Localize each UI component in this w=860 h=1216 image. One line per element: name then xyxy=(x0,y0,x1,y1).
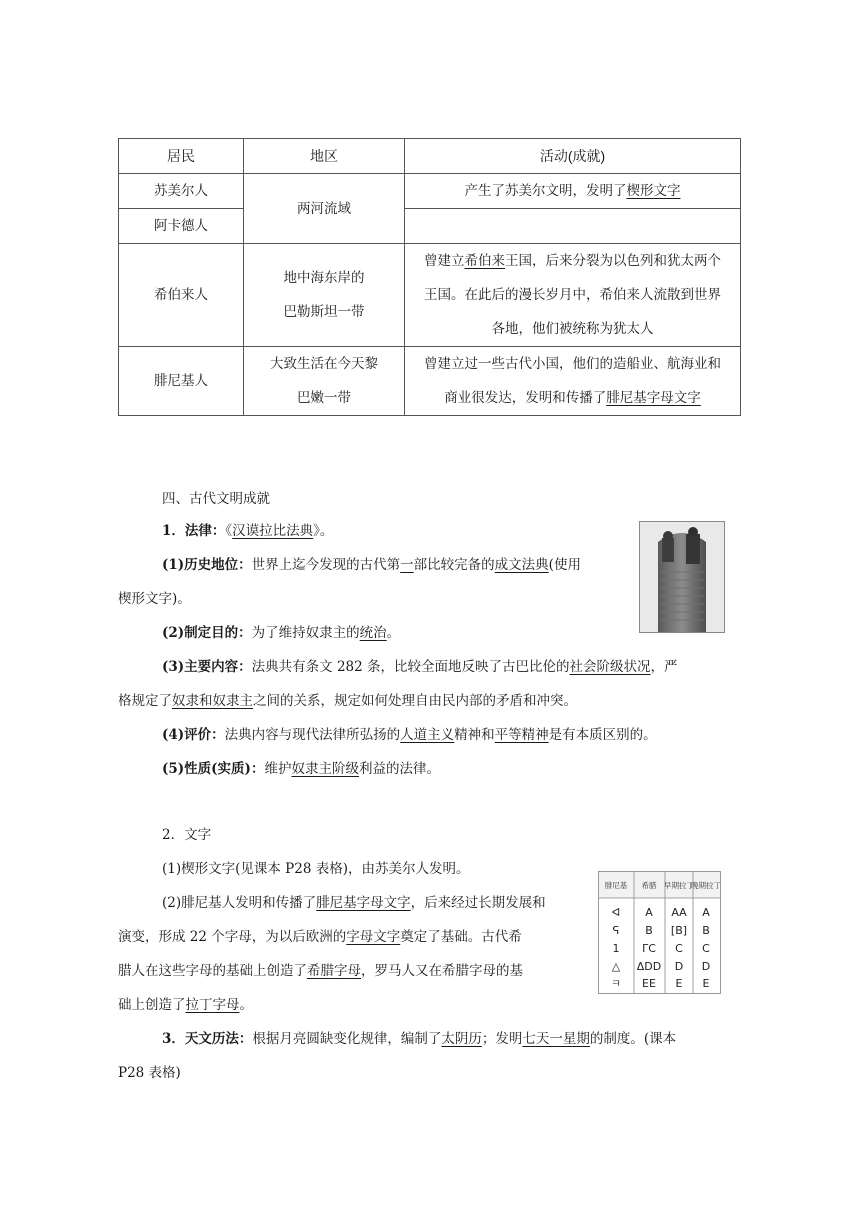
svg-text:B: B xyxy=(702,924,710,937)
svg-text:B: B xyxy=(645,924,653,937)
cell-region: 大致生活在今天黎 巴嫩一带 xyxy=(244,347,405,416)
cell-activity: 曾建立过一些古代小国，他们的造船业、航海业和 商业很发达，发明和传播了腓尼基字母文字 xyxy=(405,347,741,416)
svg-text:1: 1 xyxy=(612,942,620,955)
alpha-header: 早期拉丁 xyxy=(664,881,694,890)
civilizations-table xyxy=(118,138,741,416)
svg-text:E: E xyxy=(702,977,710,990)
cell-region: 两河流域 xyxy=(244,174,405,244)
svg-text:A: A xyxy=(645,906,653,919)
cell-activity: 曾建立希伯来王国，后来分裂为以色列和犹太两个 王国。在此后的漫长岁月中，希伯来人流散到世界 各地，他们被统称为犹太人 xyxy=(405,244,741,347)
hammurabi-stele-image xyxy=(639,521,725,633)
svg-text:△: △ xyxy=(611,960,621,973)
table-header-row xyxy=(119,139,741,174)
astronomy-cont: P28 表格) xyxy=(118,1065,181,1081)
alpha-header: 晚期拉丁 xyxy=(691,881,720,890)
writing-p2-line1: (2)腓尼基人发明和传播了腓尼基字母文字，后来经过长期发展和 xyxy=(162,895,546,911)
svg-text:ᐊ: ᐊ xyxy=(611,906,621,919)
svg-text:ΓC: ΓC xyxy=(642,942,656,955)
writing-p2-line3: 腊人在这些字母的基础上创造了希腊字母，罗马人又在希腊字母的基 xyxy=(118,963,523,979)
law-evaluation: (4)评价：法典内容与现代法律所弘扬的人道主义精神和平等精神是有本质区别的。 xyxy=(162,727,657,743)
table-row xyxy=(119,174,741,209)
alphabet-evolution-image xyxy=(598,871,721,994)
svg-text:E: E xyxy=(675,977,683,990)
writing-p1: (1)楔形文字(见课本 P28 表格)，由苏美尔人发明。 xyxy=(162,861,470,877)
table-row xyxy=(119,347,741,416)
svg-text:C: C xyxy=(702,942,710,955)
svg-text:D: D xyxy=(701,960,711,973)
writing-heading: 2．文字 xyxy=(162,827,212,843)
cell-people: 苏美尔人 xyxy=(119,174,244,209)
table-row xyxy=(119,244,741,347)
header-people: 居民 xyxy=(119,139,244,174)
cell-region: 地中海东岸的 巴勒斯坦一带 xyxy=(244,244,405,347)
svg-text:ㅋ: ㅋ xyxy=(610,977,622,990)
cell-people: 希伯来人 xyxy=(119,244,244,347)
svg-text:ΔDD: ΔDD xyxy=(636,960,662,973)
writing-p2-line4: 础上创造了拉丁字母。 xyxy=(118,997,253,1013)
svg-text:ΕE: ΕE xyxy=(642,977,656,990)
cell-people: 腓尼基人 xyxy=(119,347,244,416)
law-purpose: (2)制定目的：为了维持奴隶主的统治。 xyxy=(162,625,401,641)
astronomy-line: 3．天文历法：根据月亮圆缺变化规律，编制了太阴历；发明七天一星期的制度。(课本 xyxy=(162,1031,677,1047)
svg-text:[B]: [B] xyxy=(670,924,688,937)
header-region: 地区 xyxy=(244,139,405,174)
svg-text:C: C xyxy=(675,942,683,955)
law-nature: (5)性质(实质)：维护奴隶主阶级利益的法律。 xyxy=(162,761,440,777)
table-row xyxy=(119,209,741,244)
law-content-cont: 格规定了奴隶和奴隶主之间的关系，规定如何处理自由民内部的矛盾和冲突。 xyxy=(118,693,577,709)
cell-activity: 产生了苏美尔文明，发明了楔形文字 xyxy=(405,174,741,209)
svg-text:A: A xyxy=(702,906,710,919)
header-activity: 活动(成就) xyxy=(405,139,741,174)
svg-text:D: D xyxy=(674,960,684,973)
section-heading: 四、古代文明成就 xyxy=(162,491,270,507)
alpha-header: 希腊 xyxy=(641,881,657,890)
cell-activity-empty xyxy=(405,209,741,244)
law-content: (3)主要内容：法典共有条文 282 条，比较全面地反映了古巴比伦的社会阶级状况，严 xyxy=(162,659,678,675)
writing-p2-line2: 演变，形成 22 个字母，为以后欧洲的字母文字奠定了基础。古代希 xyxy=(118,929,522,945)
law-status: (1)历史地位：世界上迄今发现的古代第一部比较完备的成文法典(使用 xyxy=(162,557,581,573)
svg-text:ᕋ: ᕋ xyxy=(612,924,620,937)
svg-text:AA: AA xyxy=(671,906,687,919)
law-status-cont: 楔形文字)。 xyxy=(118,591,191,607)
cell-people: 阿卡德人 xyxy=(119,209,244,244)
law-heading: 1．法律：《汉谟拉比法典》。 xyxy=(162,523,334,539)
alpha-header: 腓尼基 xyxy=(604,881,628,890)
